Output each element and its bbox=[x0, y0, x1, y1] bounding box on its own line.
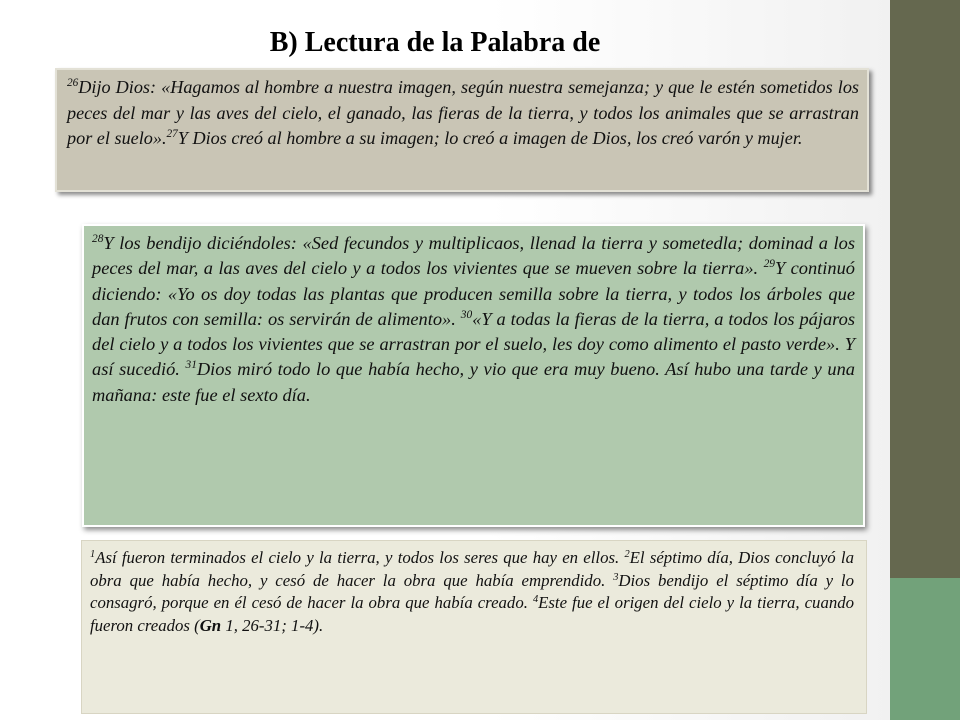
scripture-reference-close: ). bbox=[313, 615, 324, 635]
verse-number: 2 bbox=[624, 548, 630, 560]
verse-number: 27 bbox=[166, 128, 178, 141]
verse-number: 1 bbox=[90, 548, 96, 560]
verse-number: 4 bbox=[532, 593, 539, 605]
verse-number: 3 bbox=[613, 571, 619, 583]
verse-number: 28 bbox=[92, 233, 104, 246]
verse-text: Y los bendijo diciéndoles: «Sed fecundos y multiplicaos, llenad la tierra y sometedla; dominad a los peces del mar, a las aves del cielo y a todos los vivientes que se mueven sobre la tierra». bbox=[92, 233, 855, 279]
verse-text: Dios miró todo lo que había hecho, y vio que era muy bueno. Así hubo una tarde y una mañana: este fue el sexto día. bbox=[92, 359, 855, 405]
verse-text: «Y a todas la fieras de la tierra, a todos los pájaros del cielo y a todos los vivientes que se arrastran por el suelo, les doy como alimento el pasto verde». Y así sucedió. bbox=[92, 308, 855, 380]
verse-text: Y continuó diciendo: «Yo os doy todas las plantas que producen semilla sobre la tierra, y todos los árboles que dan frutos con semilla: os servirán de alimento». bbox=[92, 258, 855, 329]
scripture-reference-book: Gn bbox=[199, 615, 222, 635]
sidebar-accent-top bbox=[890, 0, 960, 578]
sidebar-accent-bottom bbox=[890, 578, 960, 720]
scripture-reference-chapters: 1, 26-31; 1-4 bbox=[221, 615, 314, 635]
slide-title: B) Lectura de la Palabra de bbox=[269, 27, 601, 58]
verse-text: Y Dios creó al hombre a su imagen; lo creó a imagen de Dios, los creó varón y mujer. bbox=[177, 128, 803, 148]
verse-number: 30 bbox=[460, 309, 473, 322]
verse-text: Dijo Dios: «Hagamos al hombre a nuestra imagen, según nuestra semejanza; y que le estén sometidos los peces del mar y las aves del cielo, el ganado, las fieras de la tierra, y todos los animales que se arrastran por el suelo». bbox=[67, 77, 859, 148]
reading-box-genesis-1-28-31 bbox=[82, 224, 865, 527]
verse-text: Así fueron terminados el cielo y la tierra, y todos los seres que hay en ellos. bbox=[95, 548, 620, 567]
reading-box-genesis-1-26-27 bbox=[55, 68, 869, 192]
verse-number: 31 bbox=[185, 359, 197, 372]
verse-text: Dios bendijo el séptimo día y lo consagró, porque en él cesó de hacer la obra que había creado. bbox=[90, 570, 854, 612]
reading-box-genesis-2-1-4 bbox=[81, 540, 867, 714]
verse-text: El séptimo día, Dios concluyó la obra que había hecho, y cesó de hacer la obra que había emprendido. bbox=[90, 548, 854, 590]
verse-number: 29 bbox=[763, 258, 775, 271]
verse-number: 26 bbox=[67, 77, 79, 90]
verse-text: Este fue el origen del cielo y la tierra, cuando fueron creados ( bbox=[90, 593, 855, 635]
